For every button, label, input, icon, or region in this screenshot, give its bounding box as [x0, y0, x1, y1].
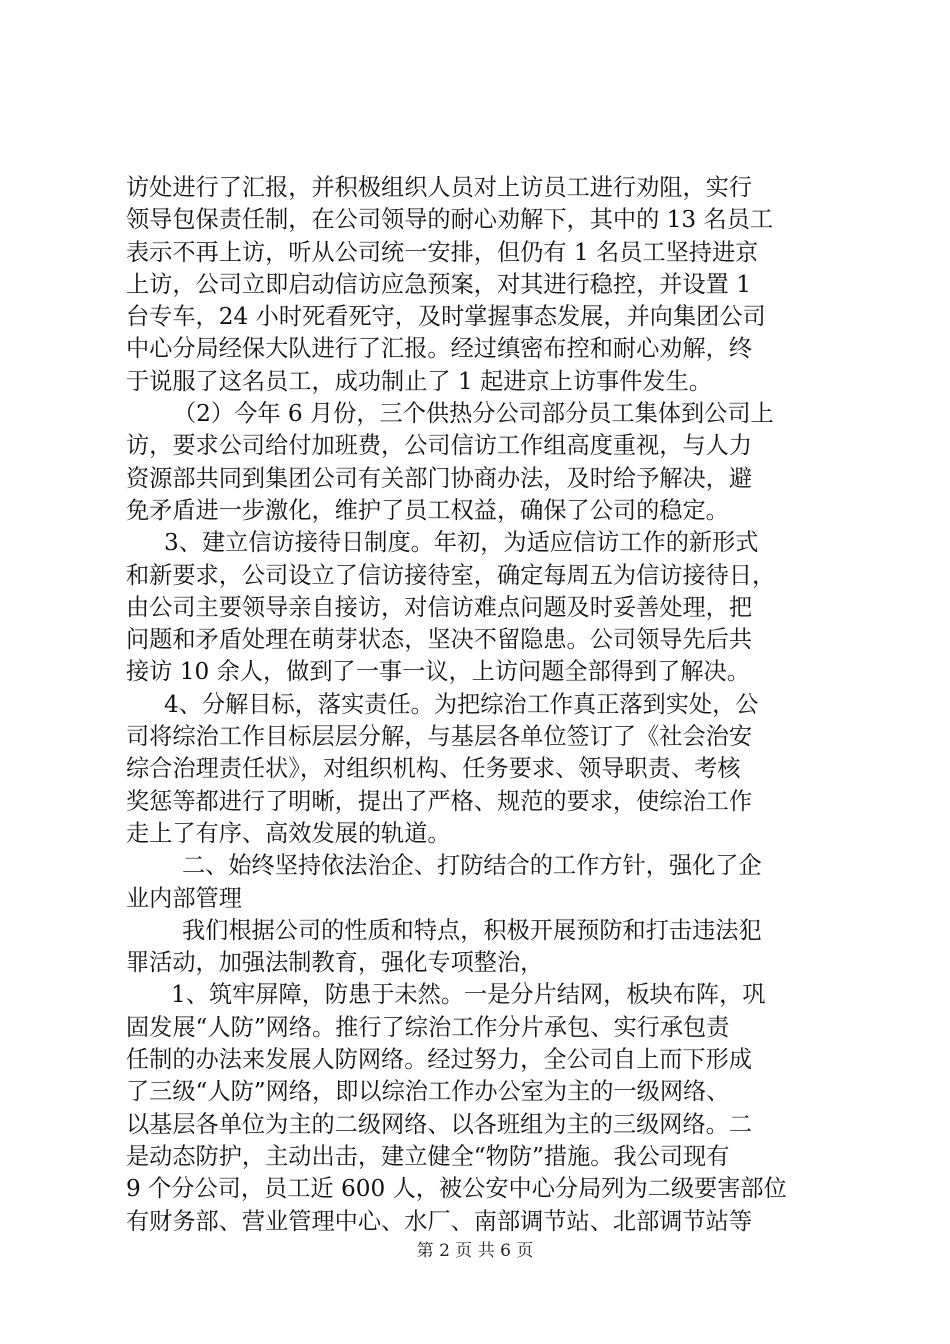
text-line: 综合治理责任状》，对组织机构、任务要求、领导职责、考核: [126, 755, 741, 783]
text-line: 上访，公司立即启动信访应急预案，对其进行稳控，并设置 1: [126, 270, 751, 298]
text-line: 有财务部、营业管理中心、水厂、南部调节站、北部调节站等: [126, 1207, 753, 1235]
text-line: 9 个分公司，员工近 600 人，被公安中心分局列为二级要害部位: [126, 1175, 787, 1203]
paragraph-start-line: （2）今年 6 月份，三个供热分公司部分员工集体到公司上: [173, 400, 774, 428]
text-line: 免矛盾进一步激化，维护了员工权益，确保了公司的稳定。: [126, 496, 729, 524]
text-line: 资源部共同到集团公司有关部门协商办法，及时给予解决，避: [126, 464, 753, 492]
text-line: 访处进行了汇报，并积极组织人员对上访员工进行劝阻，实行: [126, 174, 753, 201]
text-line: 司将综治工作目标层层分解，与基层各单位签订了《社会治安: [126, 723, 753, 751]
section-heading-line: 业内部管理: [126, 884, 242, 912]
text-line: 走上了有序、高效发展的轨道。: [126, 819, 451, 847]
text-line: 问题和矛盾处理在萌芽状态，坚决不留隐患。公司领导先后共: [126, 626, 753, 654]
text-line: 是动态防护，主动出击，建立健全“物防”措施。我公司现有: [126, 1142, 730, 1170]
paragraph-start-line: 4、分解目标，落实责任。为把综治工作真正落到实处，公: [164, 690, 759, 718]
text-line: 接访 10 余人，做到了一事一议，上访问题全部得到了解决。: [126, 658, 750, 686]
text-line: 和新要求，公司设立了信访接待室，确定每周五为信访接待日，: [126, 561, 776, 589]
paragraph-start-line: 3、建立信访接待日制度。年初，为适应信访工作的新形式: [164, 529, 759, 557]
text-line: 由公司主要领导亲自接访，对信访难点问题及时妥善处理，把: [126, 593, 753, 621]
page-number-footer: 第 2 页 共 6 页: [416, 1241, 534, 1261]
section-heading-line: 二、始终坚持依法治企、打防结合的工作方针，强化了企: [182, 852, 762, 880]
paragraph-start-line: 1、筑牢屏障，防患于未然。一是分片结网，板块布阵，巩: [171, 981, 766, 1009]
text-line: 以基层各单位为主的二级网络、以各班组为主的三级网络。二: [126, 1110, 753, 1138]
text-line: 任制的办法来发展人防网络。经过努力，全公司自上而下形成: [126, 1046, 753, 1074]
text-line: 领导包保责任制，在公司领导的耐心劝解下，其中的 13 名员工: [126, 206, 774, 234]
text-line: 访，要求公司给付加班费，公司信访工作组高度重视，与人力: [126, 432, 753, 460]
text-line: 表示不再上访，听从公司统一安排，但仍有 1 名员工坚持进京: [126, 238, 759, 266]
text-line: 了三级“人防”网络，即以综治工作办公室为主的一级网络、: [126, 1078, 730, 1106]
text-line: 中心分局经保大队进行了汇报。经过缜密布控和耐心劝解，终: [126, 335, 753, 363]
text-line: 奖惩等都进行了明晰，提出了严格、规范的要求，使综治工作: [126, 787, 753, 815]
text-line: 罪活动，加强法制教育，强化专项整治，: [126, 949, 544, 977]
text-line: 于说服了这名员工，成功制止了 1 起进京上访事件发生。: [126, 367, 712, 395]
text-line: 固发展“人防”网络。推行了综治工作分片承包、实行承包责: [126, 1013, 730, 1041]
document-body: [126, 172, 826, 1238]
paragraph-start-line: 我们根据公司的性质和特点，积极开展预防和打击违法犯: [182, 916, 762, 944]
text-line: 台专车，24 小时死看死守，及时掌握事态发展，并向集团公司: [126, 303, 766, 331]
